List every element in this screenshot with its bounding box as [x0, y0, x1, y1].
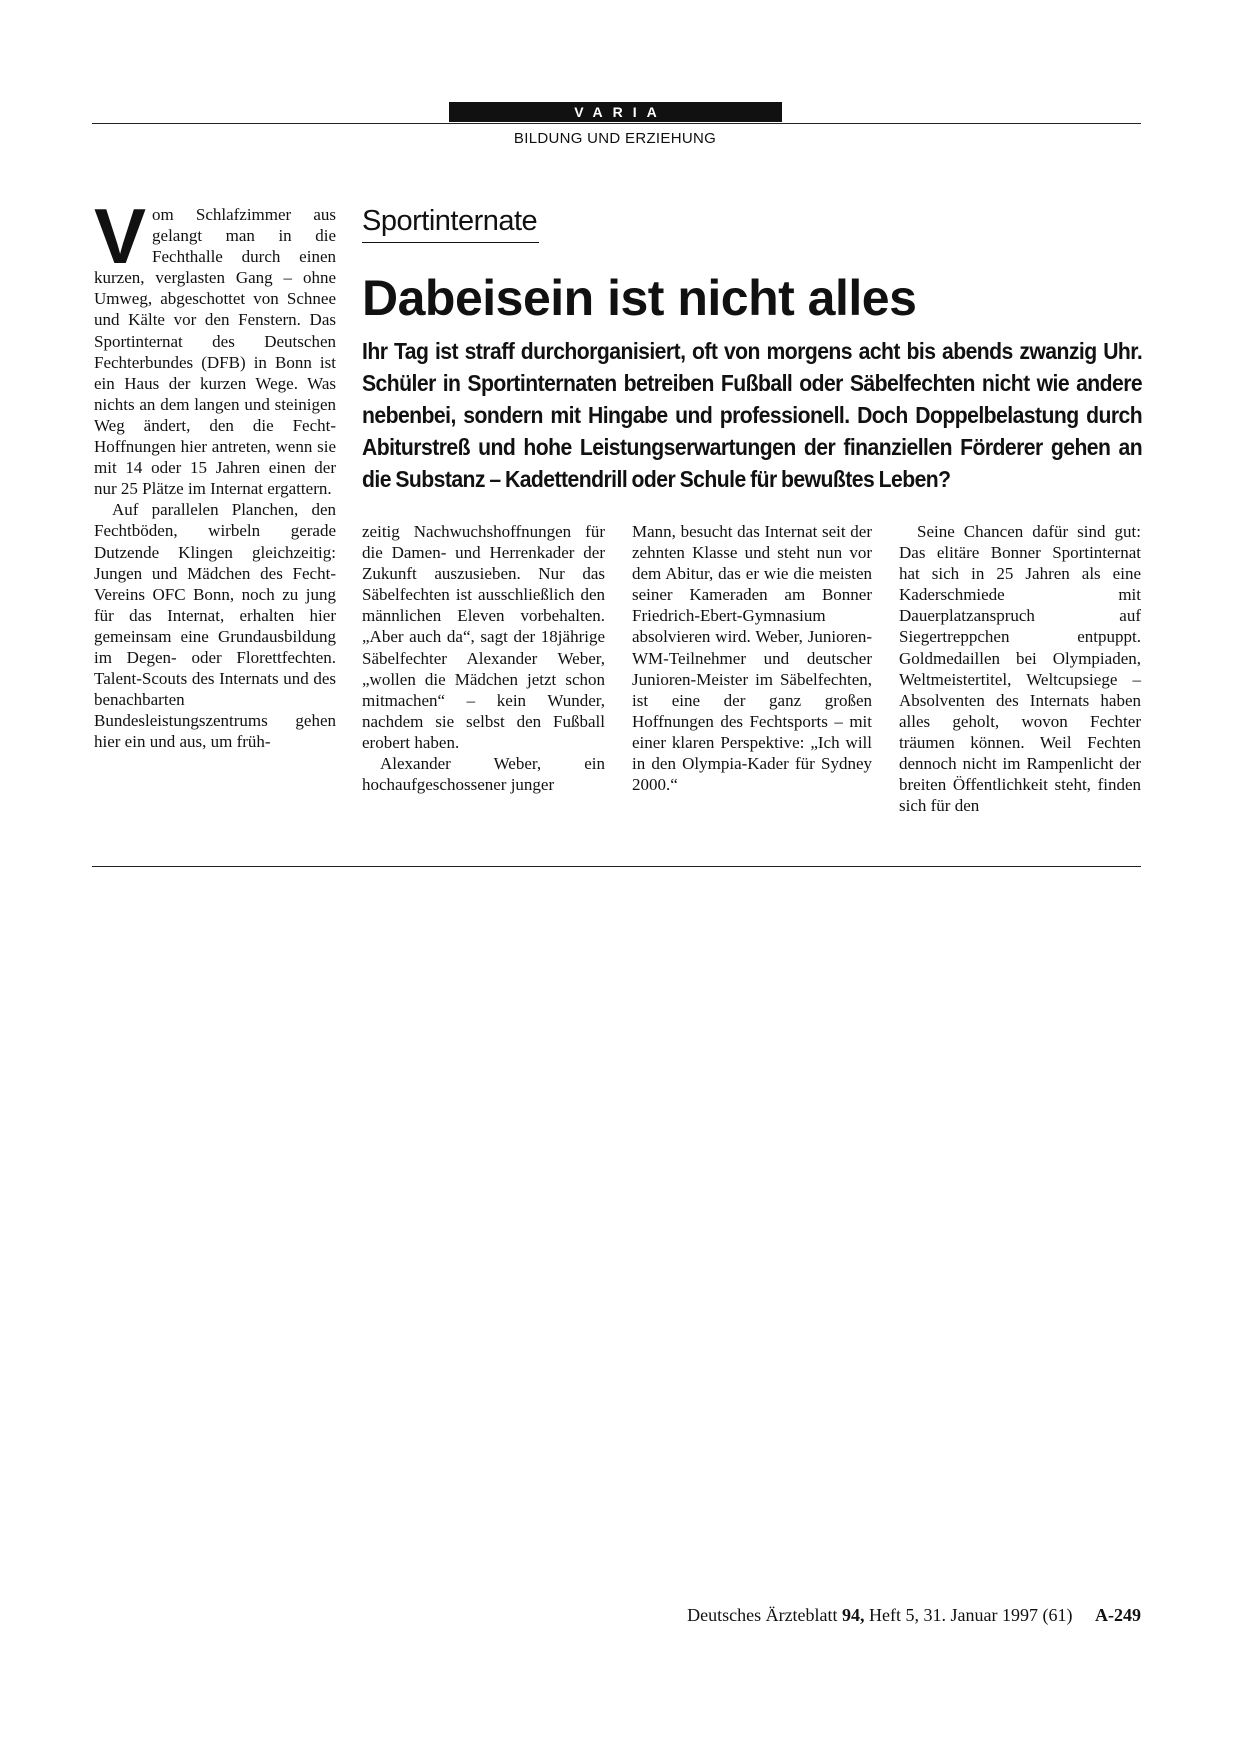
paragraph	[94, 192, 336, 499]
drop-cap: V	[94, 192, 147, 280]
article-headline: Dabeisein ist nicht alles	[362, 270, 917, 326]
header-rule	[92, 123, 1141, 124]
paragraph: Mann, besucht das Internat seit der zehnten Klasse und steht nun vor dem Abitur, das er wie die meisten seiner Kameraden am Bonner Friedrich-Ebert-Gymnasium absolvieren wird. Weber, Junioren-WM-Teilnehmer und deutscher Junioren-Meister im Säbelfechten, ist eine der ganz großen Hoffnungen des Fechtsports – mit einer klaren Perspektive: „Ich will in den Olympia-Kader für Sydney 2000.“	[632, 522, 872, 795]
text-column-1	[94, 192, 336, 752]
article-lead: Ihr Tag ist straff durchorganisiert, oft von morgens acht bis abends zwanzig Uhr. Schüler in Sportinternaten betreiben Fußball oder Säbelfechten nicht wie andere nebenbei, sondern mit Hingabe und professionell. Doch Doppelbelastung durch Abiturstreß und hohe Leistungserwartungen der finanziellen Förderer gehen an die Substanz – Kadettendrill oder Schule für bewußtes Leben?	[362, 338, 1143, 492]
journal-volume: 94,	[842, 1605, 865, 1625]
page-footer	[687, 1605, 1141, 1626]
subsection-label: BILDUNG UND ERZIEHUNG	[513, 130, 717, 147]
article-kicker: Sportinternate	[362, 203, 539, 243]
paragraph: Alexander Weber, ein hochaufgeschossener junger	[362, 754, 605, 795]
journal-issue: Heft 5, 31. Januar 1997 (61)	[869, 1605, 1073, 1625]
section-label: VARIA	[449, 102, 782, 122]
page-number: A-249	[1095, 1605, 1141, 1625]
text-column-2	[362, 521, 605, 795]
paragraph: zeitig Nachwuchshoffnungen für die Damen- und Herrenkader der Zukunft auszusieben. Nur das Säbelfechten ist ausschließlich den männlichen Eleven vorbehalten. „Aber auch da“, sagt der 18jährige Säbelfechter Alexander Weber, „wollen die Mädchen jetzt schon mitmachen“ – kein Wunder, nachdem sie selbst den Fußball erobert haben.	[362, 522, 605, 752]
journal-name: Deutsches Ärzteblatt	[687, 1605, 838, 1625]
footer-rule	[92, 866, 1141, 867]
paragraph: Seine Chancen dafür sind gut: Das elitäre Bonner Sportinternat hat sich in 25 Jahren als eine Kaderschmiede mit Dauerplatzanspruch auf Siegertreppchen entpuppt. Goldmedaillen bei Olympiaden, Weltmeistertitel, Weltcupsiege – Absolventen des Internats haben alles geholt, wovon Fechter träumen können. Weil Fechten dennoch nicht im Rampenlicht der breiten Öffentlichkeit steht, finden sich für den	[899, 522, 1141, 816]
paragraph: Auf parallelen Planchen, den Fechtböden, wirbeln gerade Dutzende Klingen gleichzeitig: Jungen und Mädchen des Fecht-Vereins OFC Bonn, noch zu jung für das Internat, erhalten hier gemeinsam eine Grundausbildung im Degen- oder Florettfechten. Talent-Scouts des Internats und des benachbarten Bundesleistungszentrums gehen hier ein und aus, um früh-	[94, 500, 336, 752]
text-column-4	[899, 521, 1141, 816]
text-column-3	[632, 521, 872, 795]
paragraph-text: om Schlafzimmer aus gelangt man in die Fechthalle durch einen kurzen, verglasten Gang – ohne Umweg, abgeschottet von Schnee und Kälte vor den Fenstern. Das Sportinternat des Deutschen Fechterbundes (DFB) in Bonn ist ein Haus der kurzen Wege. Was nichts an dem langen und steinigen Weg ändert, den die Fecht-Hoffnungen hier antreten, wenn sie mit 14 oder 15 Jahren einen der nur 25 Plätze im Internat ergattern.	[94, 205, 336, 499]
